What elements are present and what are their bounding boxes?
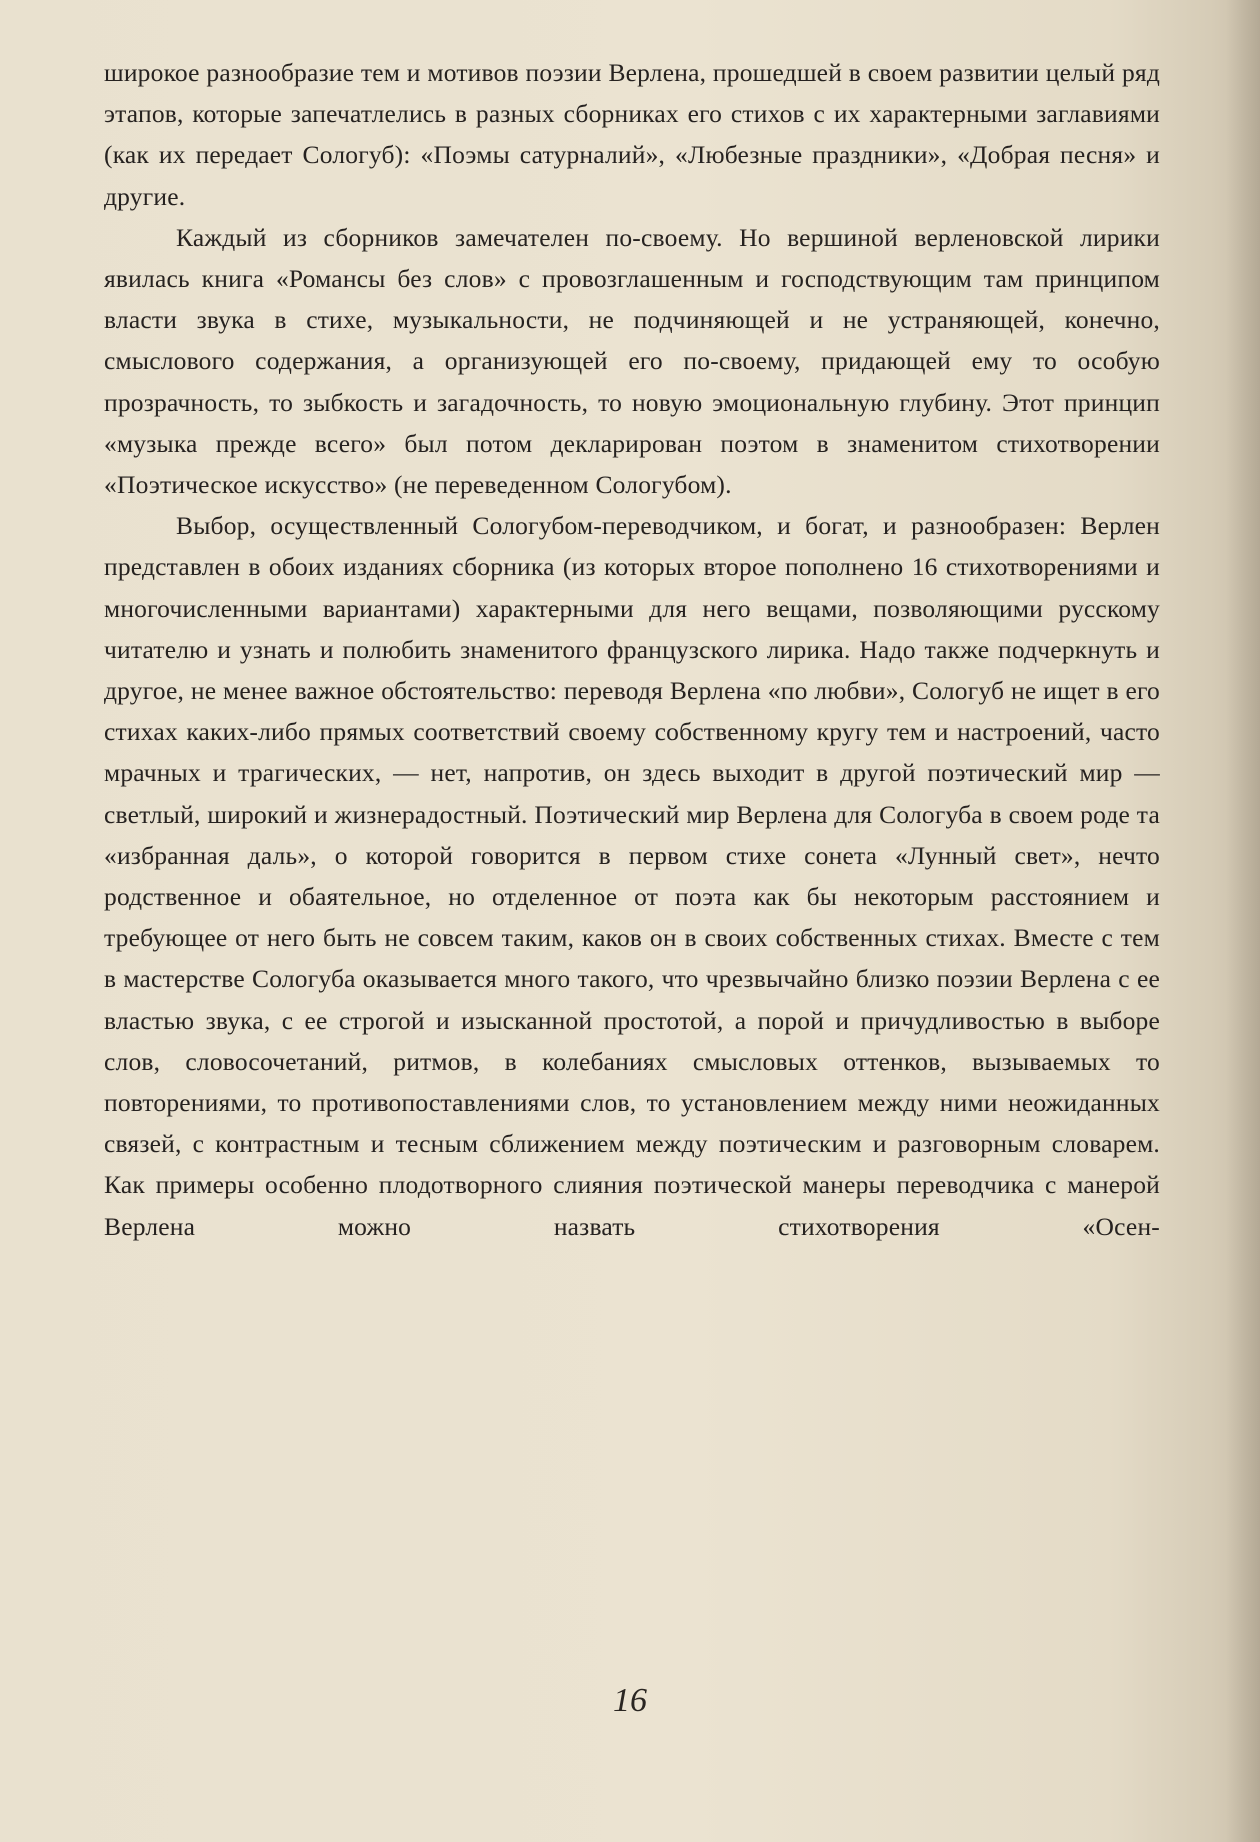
paragraph-3: Выбор, осуществленный Сологубом-переводчиком, и богат, и разнообразен: Верлен представлен в обоих изданиях сборника (из которых второе пополнено 16 стихотворениями и многочисленными вариантами) характерными для него вещами, позволяющими русскому читателю и узнать и полюбить знаменитого французского лирика. Надо также подчеркнуть и другое, не менее важное обстоятельство: переводя Верлена «по любви», Сологуб не ищет в его стихах каких-либо прямых соответствий своему собственному кругу тем и настроений, часто мрачных и трагических, — нет, напротив, он здесь выходит в другой поэтический мир — светлый, широкий и жизнерадостный. Поэтический мир Верлена для Сологуба в своем роде та «избранная даль», о которой говорится в первом стихе сонета «Лунный свет», нечто родственное и обаятельное, но отделенное от поэта как бы некоторым расстоянием и требующее от него быть не совсем таким, каков он в своих собственных стихах. Вместе с тем в мастерстве Сологуба оказывается много такого, что чрезвычайно близко поэзии Верлена с ее властью звука, с ее строгой и изысканной простотой, а порой и причудливостью в выборе слов, словосочетаний, ритмов, в колебаниях смысловых оттенков, вызываемых то повторениями, то противопоставлениями слов, то установлением между ними неожиданных связей, с контрастным и тесным сближением между поэтическим и разговорным словарем. Как примеры особенно плодотворного слияния поэтической манеры переводчика с манерой Верлена можно назвать стихотворения «Осен-	[104, 511, 1160, 1241]
paragraph-2: Каждый из сборников замечателен по-своему. Но вершиной верленовской лирики явилась книга «Романсы без слов» с провозглашенным и господствующим там принципом власти звука в стихе, музыкальности, не подчиняющей и не устраняющей, конечно, смыслового содержания, а организующей его по-своему, придающей ему то особую прозрачность, то зыбкость и загадочность, то новую эмоциональную глубину. Этот принцип «музыка прежде всего» был потом декларирован поэтом в знаменитом стихотворении «Поэтическое искусство» (не переведенном Сологубом).	[104, 222, 1160, 500]
page-edge-shadow	[1226, 0, 1260, 1842]
body-text	[104, 52, 1160, 1247]
page-number: 16	[613, 1682, 647, 1719]
paragraph-1: широкое разнообразие тем и мотивов поэзии Верлена, прошедшей в своем развитии целый ряд этапов, которые запечатлелись в разных сборниках его стихов с их характерными заглавиями (как их передает Сологуб): «Поэмы сатурналий», «Любезные праздники», «Добрая песня» и другие.	[104, 58, 1160, 211]
